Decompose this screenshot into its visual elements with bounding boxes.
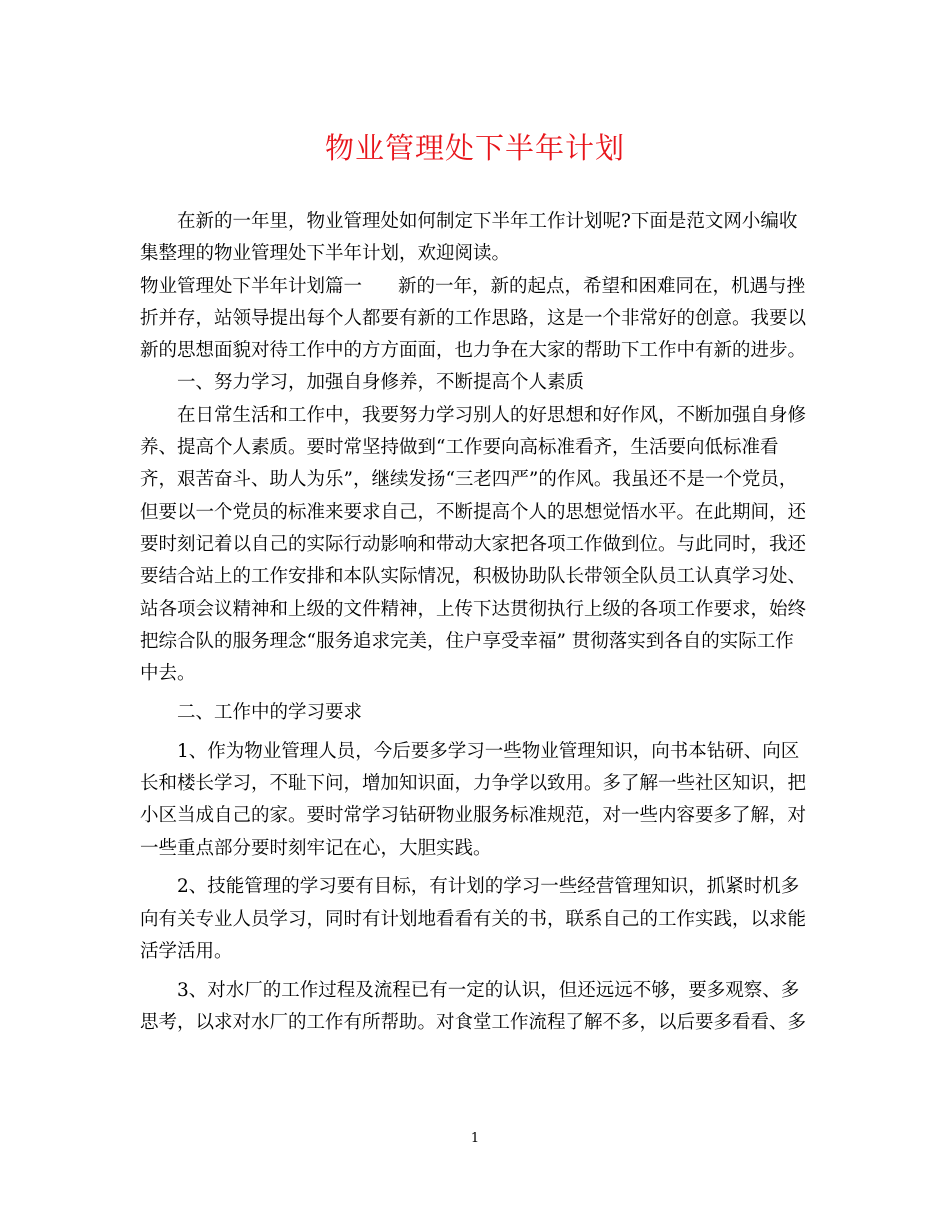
paragraph-line: 长和楼长学习，不耻下问，增加知识面，力争学以致用。多了解一些社区知识，把 <box>140 773 807 795</box>
paragraph-line: 2、技能管理的学习要有目标，有计划的学习一些经营管理知识，抓紧时机多 <box>177 876 800 898</box>
page-number: 1 <box>470 1131 480 1146</box>
paragraph-line: 要结合站上的工作安排和本队实际情况，积极协助队长带领全队员工认真学习处、 <box>140 566 807 588</box>
paragraph-line: 新的思想面貌对待工作中的方方面面，也力争在大家的帮助下工作中有新的进步。 <box>140 340 807 362</box>
paragraph-line: 小区当成自己的家。要时常学习钻研物业服务标准规范，对一些内容要多了解，对 <box>140 805 807 827</box>
paragraph-line: 齐，艰苦奋斗、助人为乐”，继续发扬“三老四严”的作风。我虽还不是一个党员， <box>140 469 798 491</box>
paragraph-line: 在新的一年里，物业管理处如何制定下半年工作计划呢?下面是范文网小编收 <box>177 211 798 232</box>
paragraph-line: 折并存，站领导提出每个人都要有新的工作思路，这是一个非常好的创意。我要以 <box>140 307 807 329</box>
paragraph-line: 思考，以求对水厂的工作有所帮助。对食堂工作流程了解不多，以后要多看看、多 <box>140 1012 807 1034</box>
paragraph-line: 1、作为物业管理人员，今后要多学习一些物业管理知识，向书本钻研、向区 <box>177 740 800 762</box>
document-title: 物业管理处下半年计划 <box>324 131 625 165</box>
paragraph-line: 养、提高个人素质。要时常坚持做到“工作要向高标准看齐，生活要向低标准看 <box>140 437 779 459</box>
paragraph-line: 把综合队的服务理念“服务追求完美，住户享受幸福” 贯彻落实到各自的实际工作 <box>140 630 794 652</box>
paragraph-line: 中去。 <box>140 663 196 685</box>
section-heading: 物业管理处下半年计划篇一 <box>140 275 363 297</box>
paragraph-text: 新的一年，新的起点，希望和困难同在，机遇与挫 <box>398 275 806 297</box>
paragraph-line: 集整理的物业管理处下半年计划，欢迎阅读。 <box>140 243 511 265</box>
paragraph-line: 一些重点部分要时刻牢记在心，大胆实践。 <box>140 837 492 859</box>
paragraph-line: 3、对水厂的工作过程及流程已有一定的认识，但还远远不够，要多观察、多 <box>177 979 800 1001</box>
paragraph-line: 活学活用。 <box>140 941 233 963</box>
section-heading: 二、工作中的学习要求 <box>177 701 363 723</box>
paragraph-line: 在日常生活和工作中，我要努力学习别人的好思想和好作风，不断加强自身修 <box>177 404 807 426</box>
paragraph-line: 站各项会议精神和上级的文件精神，上传下达贯彻执行上级的各项工作要求，始终 <box>140 598 807 620</box>
document-body <box>140 206 815 1039</box>
section-heading: 一、努力学习，加强自身修养，不断提高个人素质 <box>177 372 585 394</box>
paragraph-line: 要时刻记着以自己的实际行动影响和带动大家把各项工作做到位。与此同时，我还 <box>140 533 807 555</box>
paragraph-line <box>140 271 815 303</box>
paragraph-line: 向有关专业人员学习，同时有计划地看看有关的书，联系自己的工作实践，以求能 <box>140 908 807 930</box>
paragraph-line: 但要以一个党员的标准来要求自己，不断提高个人的思想觉悟水平。在此期间，还 <box>140 501 807 523</box>
